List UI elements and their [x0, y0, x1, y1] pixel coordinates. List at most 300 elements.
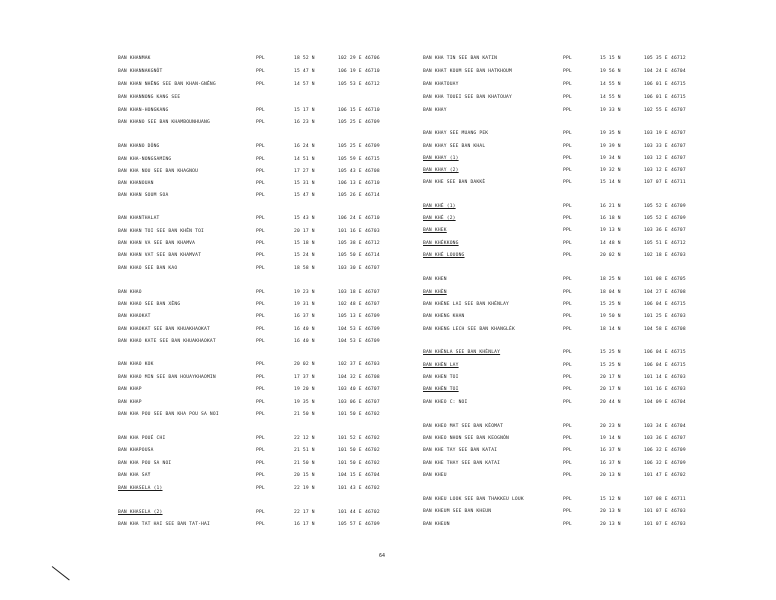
entry-lat: 20 44 N	[600, 400, 621, 405]
entry-lat: 19 31 N	[294, 302, 315, 307]
entry-lon: 103 18 E	[338, 290, 362, 295]
entry-name: BAN KHAY (2)	[423, 168, 459, 173]
entry-name: BAN KHE TAY SEE BAN KATAI	[423, 448, 498, 453]
entry-lat: 20 13 N	[600, 509, 621, 514]
entry-name: BAN KHA TAT HAI SEE BAN TAT-HAI	[118, 522, 210, 527]
entry-lat: 15 25 N	[600, 302, 621, 307]
entry-lon: 103 33 E	[644, 144, 668, 149]
entry-lat: 19 56 N	[600, 69, 621, 74]
entry-code: 46707	[671, 156, 686, 161]
entry-lat: 20 15 N	[294, 473, 315, 478]
entry-lat: 22 12 N	[294, 436, 315, 441]
entry-lat: 19 13 N	[600, 228, 621, 233]
entry-code: 46703	[671, 314, 686, 319]
entry-class: PPL	[256, 181, 265, 186]
entry-code: 46702	[671, 473, 686, 478]
entry-name: BAN KHAOKAT SEE BAN KHUAKHAOKAT	[118, 327, 210, 332]
entry-class: PPL	[563, 302, 572, 307]
entry-name: BAN KHAN SOUM SOA	[118, 193, 169, 198]
entry-name: BAN KHAO SEE BAN KAO	[118, 266, 178, 271]
entry-lon: 105 53 E	[338, 82, 362, 87]
entry-lon: 105 57 E	[338, 522, 362, 527]
entry-code: 46703	[671, 522, 686, 527]
entry-class: PPL	[256, 56, 265, 61]
entry-code: 46709	[671, 204, 686, 209]
entry-lat: 21 50 N	[294, 412, 315, 417]
entry-code: 46715	[671, 82, 686, 87]
entry-name: BAN KHA-NONGSAMING	[118, 157, 172, 162]
entry-class: PPL	[256, 375, 265, 380]
entry-lon: 106 15 E	[338, 108, 362, 113]
entry-code: 46709	[671, 448, 686, 453]
entry-code: 46710	[365, 108, 380, 113]
entry-name: BAN KHANO SEE BAN KHAMBOUNHUANG	[118, 120, 210, 125]
entry-name: BAN KHEO C: NOI	[423, 400, 468, 405]
entry-code: 46712	[365, 241, 380, 246]
entry-class: PPL	[563, 56, 572, 61]
entry-code: 46715	[671, 363, 686, 368]
entry-lat: 20 13 N	[600, 522, 621, 527]
entry-lon: 105 51 E	[644, 241, 668, 246]
entry-lon: 102 18 E	[644, 253, 668, 258]
entry-code: 46709	[671, 461, 686, 466]
entry-class: PPL	[256, 327, 265, 332]
entry-lat: 20 02 N	[294, 362, 315, 367]
entry-code: 46703	[671, 253, 686, 258]
entry-lat: 20 17 N	[600, 375, 621, 380]
entry-lon: 101 08 E	[644, 277, 668, 282]
entry-code: 46709	[365, 327, 380, 332]
entry-lon: 106 01 E	[644, 82, 668, 87]
entry-code: 46707	[671, 131, 686, 136]
entry-lon: 106 04 E	[644, 350, 668, 355]
entry-class: PPL	[256, 157, 265, 162]
entry-name: BAN KHATOUAY	[423, 82, 459, 87]
entry-lon: 105 52 E	[644, 216, 668, 221]
entry-code: 46707	[365, 400, 380, 405]
entry-lat: 19 23 N	[294, 290, 315, 295]
entry-class: PPL	[563, 277, 572, 282]
entry-class: PPL	[256, 339, 265, 344]
entry-code: 46707	[365, 266, 380, 271]
entry-class: PPL	[256, 302, 265, 307]
entry-lat: 15 43 N	[294, 216, 315, 221]
entry-class: PPL	[256, 69, 265, 74]
entry-name: BAN KHAO KOK	[118, 362, 154, 367]
entry-lon: 101 16 E	[338, 229, 362, 234]
entry-lat: 17 37 N	[294, 375, 315, 380]
entry-name: BAN KHAN VA SEE BAN KHAMVA	[118, 241, 196, 246]
entry-code: 46708	[365, 169, 380, 174]
entry-lat: 18 52 N	[294, 56, 315, 61]
entry-lat: 14 51 N	[294, 157, 315, 162]
entry-lat: 15 15 N	[600, 56, 621, 61]
entry-lon: 106 13 E	[338, 181, 362, 186]
entry-code: 46708	[365, 375, 380, 380]
entry-lon: 103 19 E	[644, 131, 668, 136]
scan-mark	[52, 566, 70, 580]
entry-name: BAN KHEN TOI	[423, 375, 459, 380]
entry-class: PPL	[563, 180, 572, 185]
entry-code: 46711	[671, 180, 686, 185]
entry-lon: 106 04 E	[644, 363, 668, 368]
entry-code: 46707	[365, 302, 380, 307]
entry-name: BAN KHAN-HONGKANG	[118, 108, 169, 113]
entry-name: BAN KHAOKAT	[118, 314, 151, 319]
entry-class: PPL	[256, 169, 265, 174]
entry-class: PPL	[256, 510, 265, 515]
entry-class: PPL	[256, 522, 265, 527]
page-number: 64	[379, 553, 386, 559]
entry-lon: 101 16 E	[644, 387, 668, 392]
entry-class: PPL	[256, 216, 265, 221]
entry-code: 46707	[365, 290, 380, 295]
entry-name: BAN KHANTHALAT	[118, 216, 160, 221]
entry-name: BAN KHEO NHON SEE BAN KEOGNÔN	[423, 436, 510, 441]
entry-class: PPL	[563, 424, 572, 429]
entry-name: BAN KHÉ LOUONG	[423, 253, 465, 258]
entry-lat: 14 55 N	[600, 82, 621, 87]
entry-lon: 101 14 E	[644, 375, 668, 380]
entry-lon: 102 55 E	[644, 108, 668, 113]
entry-class: PPL	[563, 461, 572, 466]
entry-lon: 105 43 E	[338, 169, 362, 174]
entry-lon: 102 29 E	[338, 56, 362, 61]
entry-class: PPL	[256, 461, 265, 466]
entry-name: BAN KHANOUAN	[118, 181, 154, 186]
entry-lat: 15 18 N	[294, 241, 315, 246]
entry-code: 46702	[365, 448, 380, 453]
entry-lat: 15 14 N	[600, 180, 621, 185]
entry-class: PPL	[256, 253, 265, 258]
entry-lat: 20 02 N	[600, 253, 621, 258]
entry-name: BAN KHA POU SEE BAN KHA POU SA NOI	[118, 412, 219, 417]
entry-name: BAN KHAN VAT SEE BAN KHAMVAT	[118, 253, 202, 258]
entry-lat: 14 48 N	[600, 241, 621, 246]
entry-lat: 16 40 N	[294, 339, 315, 344]
entry-name: BAN KHA NOU SEE BAN KHAGNOU	[118, 169, 199, 174]
entry-lon: 106 01 E	[644, 95, 668, 100]
entry-lon: 104 53 E	[338, 339, 362, 344]
entry-lon: 101 50 E	[338, 412, 362, 417]
entry-lon: 106 32 E	[644, 448, 668, 453]
entry-lat: 18 58 N	[294, 266, 315, 271]
entry-lon: 101 47 E	[644, 473, 668, 478]
entry-class: PPL	[563, 448, 572, 453]
entry-name: BAN KHAP	[118, 400, 142, 405]
entry-class: PPL	[563, 350, 572, 355]
entry-code: 46704	[671, 69, 686, 74]
entry-lon: 101 25 E	[644, 314, 668, 319]
entry-lon: 103 34 E	[644, 424, 668, 429]
entry-lon: 101 07 E	[644, 509, 668, 514]
entry-class: PPL	[563, 69, 572, 74]
entry-code: 46712	[671, 56, 686, 61]
entry-lon: 107 08 E	[644, 497, 668, 502]
entry-name: BAN KHAY (1)	[423, 156, 459, 161]
entry-code: 46709	[365, 339, 380, 344]
entry-code: 46702	[365, 436, 380, 441]
entry-class: PPL	[563, 241, 572, 246]
entry-name: BAN KHÉKKONG	[423, 241, 459, 246]
entry-code: 46707	[671, 144, 686, 149]
entry-lat: 18 14 N	[600, 327, 621, 332]
entry-name: BAN KHAN TOI SEE BAN KHÊN TOI	[118, 229, 205, 234]
entry-name: BAN KHASELA (2)	[118, 510, 163, 515]
entry-class: PPL	[256, 266, 265, 271]
entry-lon: 101 50 E	[338, 461, 362, 466]
entry-code: 46707	[365, 387, 380, 392]
entry-class: PPL	[256, 448, 265, 453]
entry-lon: 103 40 E	[338, 387, 362, 392]
entry-class: PPL	[256, 144, 265, 149]
entry-class: PPL	[563, 204, 572, 209]
entry-lat: 19 14 N	[600, 436, 621, 441]
entry-code: 46709	[671, 216, 686, 221]
entry-class: PPL	[256, 412, 265, 417]
entry-lon: 102 48 E	[338, 302, 362, 307]
entry-name: BAN KHANO DÔNG	[118, 144, 160, 149]
entry-code: 46710	[365, 216, 380, 221]
entry-name: BAN KHAO KATE SEE BAN KHUAKHAOKAT	[118, 339, 216, 344]
entry-lon: 104 58 E	[644, 327, 668, 332]
entry-name: BAN KHEUN	[423, 522, 450, 527]
entry-lat: 15 31 N	[294, 181, 315, 186]
entry-code: 46711	[671, 497, 686, 502]
entry-lon: 103 36 E	[644, 436, 668, 441]
entry-code: 46707	[671, 108, 686, 113]
entry-lat: 16 40 N	[294, 327, 315, 332]
entry-lat: 15 12 N	[600, 497, 621, 502]
entry-name: BAN KHÈN	[423, 290, 447, 295]
entry-lat: 19 50 N	[600, 314, 621, 319]
entry-lon: 105 52 E	[644, 204, 668, 209]
entry-code: 46703	[365, 362, 380, 367]
entry-class: PPL	[563, 108, 572, 113]
entry-lat: 16 21 N	[600, 204, 621, 209]
entry-lon: 105 59 E	[338, 157, 362, 162]
entry-code: 46702	[365, 510, 380, 515]
entry-code: 46710	[365, 69, 380, 74]
entry-name: BAN KHENG LECH SEE BAN KHANGLÈK	[423, 327, 515, 332]
entry-class: PPL	[563, 253, 572, 258]
entry-name: BAN KHEK	[423, 228, 447, 233]
entry-lon: 105 26 E	[338, 193, 362, 198]
entry-code: 46703	[671, 375, 686, 380]
entry-class: PPL	[563, 156, 572, 161]
entry-class: PPL	[563, 144, 572, 149]
entry-name: BAN KHENG KHAN	[423, 314, 465, 319]
entry-class: PPL	[563, 387, 572, 392]
entry-name: BAN KHÈNE LAI SEE BAN KHÈNLAY	[423, 302, 510, 307]
entry-class: PPL	[256, 120, 265, 125]
entry-name: BAN KHA SAŸ	[118, 473, 151, 478]
entry-name: BAN KHAT KOUM SEE BAN HATKHOUM	[423, 69, 512, 74]
entry-class: PPL	[256, 193, 265, 198]
entry-lat: 18 25 N	[600, 277, 621, 282]
entry-class: PPL	[563, 436, 572, 441]
entry-lat: 21 51 N	[294, 448, 315, 453]
entry-name: BAN KHE THAY SEE BAN KATAI	[423, 461, 501, 466]
entry-lon: 106 24 E	[338, 216, 362, 221]
entry-lon: 105 13 E	[338, 314, 362, 319]
entry-class: PPL	[563, 95, 572, 100]
entry-lon: 104 27 E	[644, 290, 668, 295]
entry-code: 46715	[671, 95, 686, 100]
entry-lat: 19 35 N	[294, 400, 315, 405]
entry-lon: 106 32 E	[644, 461, 668, 466]
entry-code: 46702	[365, 412, 380, 417]
entry-lat: 15 24 N	[294, 253, 315, 258]
entry-code: 46708	[671, 290, 686, 295]
entry-code: 46707	[671, 436, 686, 441]
entry-lon: 104 15 E	[338, 473, 362, 478]
entry-class: PPL	[256, 362, 265, 367]
entry-name: BAN KHAPOUSA	[118, 448, 154, 453]
entry-class: PPL	[563, 216, 572, 221]
entry-class: PPL	[256, 241, 265, 246]
entry-lat: 16 37 N	[600, 461, 621, 466]
entry-class: PPL	[563, 522, 572, 527]
entry-lat: 16 24 N	[294, 144, 315, 149]
entry-lon: 105 50 E	[338, 253, 362, 258]
entry-name: BAN KHAO MIN SEE BAN HOUAYKHAOMIN	[118, 375, 216, 380]
entry-code: 46710	[365, 181, 380, 186]
entry-lat: 16 23 N	[294, 120, 315, 125]
entry-lat: 16 37 N	[294, 314, 315, 319]
entry-name: BAN KHE SEE BAN DAKKÈ	[423, 180, 486, 185]
entry-code: 46707	[671, 228, 686, 233]
entry-lat: 22 17 N	[294, 510, 315, 515]
entry-lat: 20 17 N	[294, 229, 315, 234]
entry-lon: 106 04 E	[644, 302, 668, 307]
entry-name: BAN KHAO SEE BAN XÊNG	[118, 302, 181, 307]
entry-name: BAN KHAY SEE BAN KHAL	[423, 144, 486, 149]
entry-lon: 103 36 E	[644, 228, 668, 233]
entry-class: PPL	[256, 400, 265, 405]
entry-lat: 15 47 N	[294, 193, 315, 198]
entry-name: BAN KHANNONG KANG SEE	[118, 95, 181, 100]
entry-code: 46709	[365, 120, 380, 125]
entry-name: BAN KHAY SEE MUANG PEK	[423, 131, 489, 136]
entry-name: BAN KHÈNLA SEE BAN KHÈNLAY	[423, 350, 501, 355]
entry-lat: 22 19 N	[294, 486, 315, 491]
entry-lon: 105 38 E	[338, 241, 362, 246]
entry-code: 46709	[365, 314, 380, 319]
entry-code: 46703	[365, 229, 380, 234]
entry-code: 46715	[365, 157, 380, 162]
entry-lon: 106 19 E	[338, 69, 362, 74]
entry-lat: 14 57 N	[294, 82, 315, 87]
entry-lon: 104 32 E	[338, 375, 362, 380]
entry-class: PPL	[256, 314, 265, 319]
entry-class: PPL	[256, 387, 265, 392]
entry-class: PPL	[563, 314, 572, 319]
entry-name: BAN KHEUM SEE BAN KHEUN	[423, 509, 492, 514]
entry-class: PPL	[256, 229, 265, 234]
entry-class: PPL	[563, 497, 572, 502]
entry-class: PPL	[563, 363, 572, 368]
entry-lat: 15 25 N	[600, 350, 621, 355]
entry-code: 46712	[365, 82, 380, 87]
entry-lon: 105 25 E	[338, 120, 362, 125]
entry-code: 46715	[671, 350, 686, 355]
entry-class: PPL	[256, 82, 265, 87]
entry-name: BAN KHAO	[118, 290, 142, 295]
entry-code: 46714	[365, 193, 380, 198]
entry-class: PPL	[563, 509, 572, 514]
entry-name: BAN KHÉ (1)	[423, 204, 456, 209]
entry-lat: 20 17 N	[600, 387, 621, 392]
entry-lat: 20 23 N	[600, 424, 621, 429]
entry-name: BAN KHÉ (2)	[423, 216, 456, 221]
entry-class: PPL	[563, 228, 572, 233]
entry-name: BAN KHANMAK	[118, 56, 151, 61]
entry-class: PPL	[256, 436, 265, 441]
entry-class: PPL	[563, 375, 572, 380]
entry-lat: 17 27 N	[294, 169, 315, 174]
entry-class: PPL	[563, 82, 572, 87]
entry-lat: 16 17 N	[294, 522, 315, 527]
entry-lat: 19 33 N	[600, 108, 621, 113]
entry-lat: 20 13 N	[600, 473, 621, 478]
entry-lon: 105 35 E	[644, 56, 668, 61]
entry-code: 46707	[671, 168, 686, 173]
entry-lon: 103 30 E	[338, 266, 362, 271]
entry-code: 46704	[671, 424, 686, 429]
entry-class: PPL	[563, 400, 572, 405]
entry-code: 46705	[671, 277, 686, 282]
entry-name: BAN KHA TIN SEE BAN KATIN	[423, 56, 498, 61]
entry-class: PPL	[563, 473, 572, 478]
entry-name: BAN KHA TOUEI SEE BAN KHATOUAY	[423, 95, 512, 100]
entry-lat: 16 37 N	[600, 448, 621, 453]
entry-name: BAN KHEU	[423, 473, 447, 478]
entry-class: PPL	[256, 473, 265, 478]
entry-lon: 101 07 E	[644, 522, 668, 527]
entry-name: BAN KHÈN LAY	[423, 363, 459, 368]
entry-name: BAN KHANNAKGNÔT	[118, 69, 163, 74]
entry-name: BAN KHAN NHÊNG SEE BAN KHAN-GNÊNG	[118, 82, 216, 87]
entry-lon: 105 25 E	[338, 144, 362, 149]
entry-class: PPL	[256, 108, 265, 113]
entry-lon: 104 53 E	[338, 327, 362, 332]
entry-lat: 21 50 N	[294, 461, 315, 466]
entry-lon: 103 06 E	[338, 400, 362, 405]
entry-code: 46702	[365, 486, 380, 491]
entry-lat: 15 47 N	[294, 69, 315, 74]
entry-lat: 19 39 N	[600, 144, 621, 149]
entry-class: PPL	[563, 290, 572, 295]
entry-lon: 101 52 E	[338, 436, 362, 441]
entry-name: BAN KHEN	[423, 277, 447, 282]
entry-name: BAN KHAY	[423, 108, 447, 113]
entry-lat: 16 18 N	[600, 216, 621, 221]
entry-name: BAN KHAP	[118, 387, 142, 392]
entry-code: 46709	[365, 144, 380, 149]
entry-code: 46714	[365, 253, 380, 258]
entry-code: 46702	[365, 461, 380, 466]
entry-name: BAN KHÈN TOI	[423, 387, 459, 392]
entry-lon: 104 24 E	[644, 69, 668, 74]
entry-lat: 19 20 N	[294, 387, 315, 392]
entry-code: 46703	[671, 387, 686, 392]
entry-class: PPL	[256, 290, 265, 295]
entry-lat: 19 32 N	[600, 168, 621, 173]
entry-class: PPL	[256, 486, 265, 491]
entry-lon: 103 12 E	[644, 156, 668, 161]
entry-code: 46709	[365, 522, 380, 527]
